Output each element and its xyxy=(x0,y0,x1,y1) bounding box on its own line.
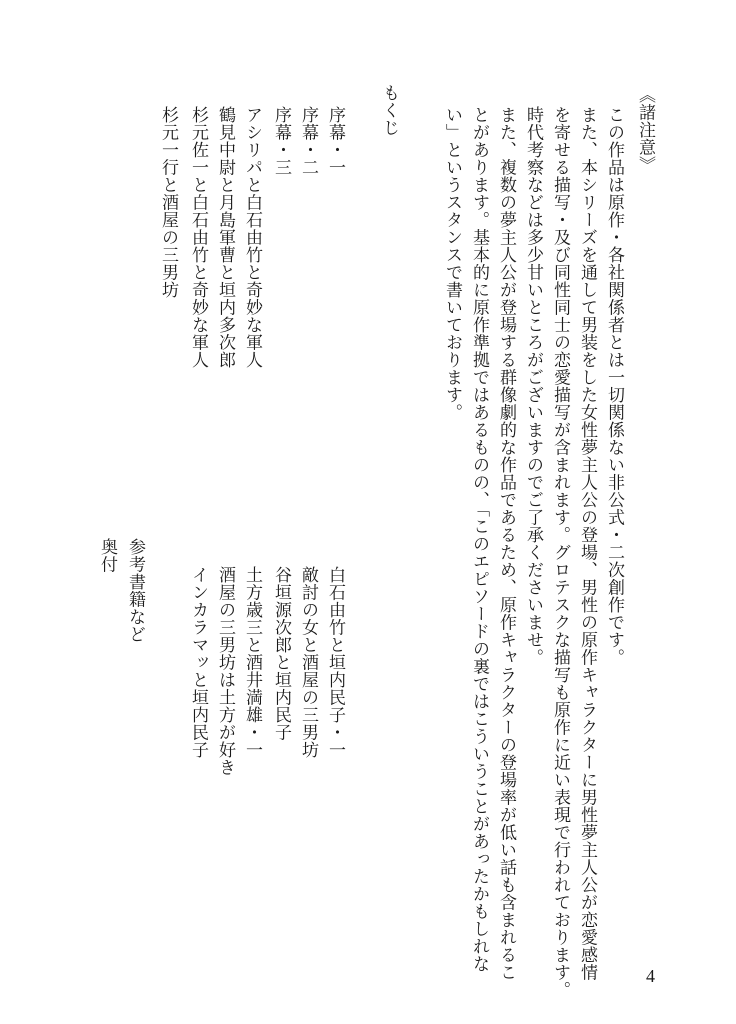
page-number: 4 xyxy=(646,966,655,986)
toc-item[interactable]: 敵討の女と酒屋の三男坊 xyxy=(298,566,318,759)
notice-line: また、複数の夢主人公が登場する群像劇的な作品であるため、原作キャラクターの登場率が低い話も含まれるこ xyxy=(496,106,516,981)
toc-item-prologue-3[interactable]: 序幕・三 xyxy=(271,106,291,176)
notice-title: 《諸注意》 xyxy=(635,86,655,174)
toc-item[interactable]: 酒屋の三男坊は土方が好き xyxy=(215,566,235,776)
toc-item[interactable]: 谷垣源次郎と垣内民子 xyxy=(271,566,291,741)
notice-line: い」というスタンスで書いております。 xyxy=(442,106,462,421)
toc-item[interactable]: アシリパと白石由竹と奇妙な軍人 xyxy=(242,106,262,369)
toc-item-prologue-1[interactable]: 序幕・一 xyxy=(325,106,345,176)
notice-line: を寄せる描写・及び同性同士の恋愛描写が含まれます。グロテスクな描写も原作に近い表現で行われております。 xyxy=(550,106,570,999)
toc-item[interactable]: 鶴見中尉と月島軍曹と垣内多次郎 xyxy=(215,106,235,369)
toc-item-colophon[interactable]: 奥付 xyxy=(97,538,117,573)
toc-item[interactable]: インカラマッと垣内民子 xyxy=(188,566,208,759)
notice-line: とがあります。基本的に原作準拠ではあるものの、「このエピソードの裏ではこういうことがあったかもしれな xyxy=(469,106,489,973)
toc-item-prologue-2[interactable]: 序幕・二 xyxy=(298,106,318,176)
notice-line: この作品は原作・各社関係者とは一切関係ない非公式・二次創作です。 xyxy=(604,106,624,666)
notice-line: 時代考察などは多少甘いところがございますのでご了承くださいませ。 xyxy=(523,106,543,666)
notice-line: また、本シリーズを通して男装をした女性夢主人公の登場、男性の原作キャラクターに男性夢主人公が恋愛感情 xyxy=(577,106,597,981)
toc-item[interactable]: 杉元佐一と白石由竹と奇妙な軍人 xyxy=(188,106,208,369)
toc-item[interactable]: 白石由竹と垣内民子・一 xyxy=(325,566,345,759)
toc-item[interactable]: 杉元一行と酒屋の三男坊 xyxy=(158,106,178,299)
toc-item-references[interactable]: 参考書籍など xyxy=(125,538,145,643)
toc-title: もくじ xyxy=(379,84,399,137)
toc-item[interactable]: 土方歳三と酒井満雄・一 xyxy=(242,566,262,759)
